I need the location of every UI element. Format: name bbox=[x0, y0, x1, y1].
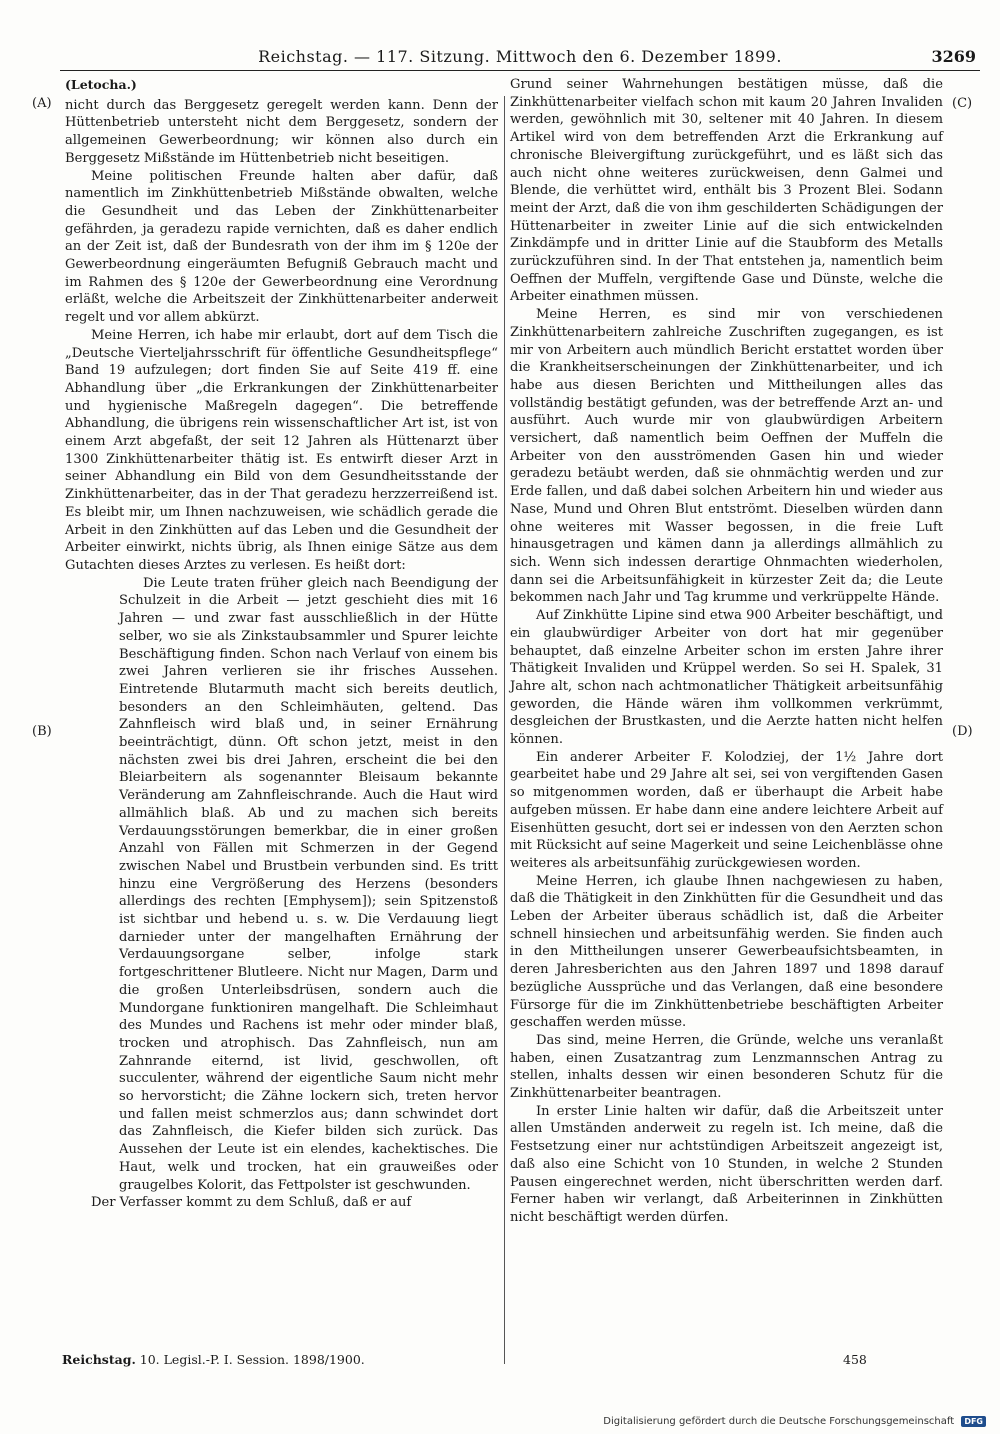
speaker-name: (Letocha.) bbox=[65, 77, 137, 92]
left-column bbox=[65, 76, 498, 1212]
footer-session: 10. Legisl.-P. I. Session. 1898/1900. bbox=[139, 1352, 365, 1367]
quotation-block bbox=[119, 575, 498, 1195]
paragraph: Auf Zinkhütte Lipine sind etwa 900 Arbeiter beschäftigt, und ein glaubwürdiger Arbeiter von dort hat mir gegenüber behauptet, daß einzelne Arbeiter schon im ersten Jahre ihrer Thätigkeit Invaliden und Krüppel werden. So sei H. Spalek, 31 Jahre alt, schon nach achtmonatlicher Thätigkeit arbeitsunfähig geworden, die Hände wären ihm vollkommen verkrümmt, desgleichen der Brustkasten, und die Aerzte hatten nicht helfen können. bbox=[510, 608, 943, 748]
paragraph: In erster Linie halten wir dafür, daß die Arbeitszeit unter allen Umständen anderweit zu regeln ist. Ich meine, daß die Festsetzung einer nur achtstündigen Arbeitszeit angezeigt ist, daß also eine Schicht von 10 Stunden, in welche 2 Stunden Pausen eingerechnet werden, nicht überschritten werden darf. Ferner haben wir verlangt, daß Arbeiterinnen in Zinkhütten nicht beschäftigt werden dürfen. bbox=[510, 1103, 943, 1225]
margin-mark-c: (C) bbox=[952, 96, 973, 111]
paragraph: Meine Herren, ich habe mir erlaubt, dort auf dem Tisch die „Deutsche Vierteljahrsschrift für öffentliche Gesundheitspflege“ Band 19 aufzulegen; dort finden Sie auf Seite 419 ff. eine Abhandlung über „die Erkrankungen der Zinkhüttenarbeiter und hygienische Maßregeln dagegen“. Die betreffende Abhandlung, die übrigens rein wissenschaftlicher Art ist, ist von einem Arzt abgefaßt, der seit 12 Jahren als Hüttenarzt über 1300 Zinkhüttenarbeiter thätig ist. Es entwirft dieser Arzt in seiner Abhandlung ein Bild von dem Gesundheitsstande der Zinkhüttenarbeiter, das in der That geradezu herzzerreißend ist. Es bleibt mir, um Ihnen nachzuweisen, wie schädlich gerade die Arbeit in den Zinkhütten auf das Leben und die Gesundheit der Arbeiter einwirkt, nichts übrig, als Ihnen einige Sätze aus dem Gutachten dieses Arztes zu verlesen. Es heißt dort: bbox=[65, 327, 498, 573]
right-column bbox=[510, 76, 943, 1227]
footer-reichstag: Reichstag. bbox=[62, 1352, 136, 1367]
paragraph: Meine Herren, ich glaube Ihnen nachgewiesen zu haben, daß die Thätigkeit in den Zinkhütten für die Gesundheit und das Leben der Arbeiter überaus schädlich ist, daß die Arbeiter schnell hinsiechen und arbeitsunfähig werden. Sie finden auch in den Mittheilungen unserer Gewerbeaufsichtsbeamten, in deren Jahresberichten aus den Jahren 1897 und 1898 darauf bezügliche Aussprüche und das Verlangen, daß eine besondere Fürsorge für die im Zinkhüttenbetriebe beschäftigten Arbeiter geschaffen werden müsse. bbox=[510, 873, 943, 1031]
paragraph: Der Verfasser kommt zu dem Schluß, daß er auf bbox=[91, 1195, 412, 1211]
margin-mark-d: (D) bbox=[952, 724, 973, 739]
paragraph: nicht durch das Berggesetz geregelt werden kann. Denn der Hüttenbetrieb untersteht nicht dem Berggesetz, sondern der allgemeinen Gewerbeordnung; wir können also durch ein Berggesetz Mißstände im Hüttenbetrieb nicht beseitigen. bbox=[65, 97, 498, 166]
running-title: Reichstag. — 117. Sitzung. Mittwoch den 6. Dezember 1899. bbox=[258, 47, 782, 66]
footer-sheet-number: 458 bbox=[843, 1352, 867, 1367]
dfg-logo: DFG bbox=[961, 1416, 986, 1427]
page-number: 3269 bbox=[931, 47, 976, 66]
digitization-note: Digitalisierung gefördert durch die Deutsche Forschungsgemeinschaft bbox=[603, 1416, 955, 1427]
running-header bbox=[60, 44, 980, 71]
margin-mark-b: (B) bbox=[32, 724, 52, 739]
quotation-text: Die Leute traten früher gleich nach Beendigung der Schulzeit in die Arbeit — jetzt geschieht dies mit 16 Jahren — und zwar fast ausschließlich in der Hütte selber, wo sie als Zinkstaubsammler und Spurer leichte Beschäftigung finden. Schon nach Verlauf von einem bis zwei Jahren verlieren sie ihr frisches Aussehen. Eintretende Blutarmuth macht sich bereits deutlich, besonders an den Schleimhäuten, geltend. Das Zahnfleisch wird blaß und, in seiner Ernährung beeinträchtigt, dünn. Oft schon jetzt, meist in den nächsten zwei bis drei Jahren, erscheint die bei den Bleiarbeitern als sogenannter Bleisaum bekannte Veränderung am Zahnfleischrande. Auch die Haut wird allmählich blaß. Ab und zu machen sich bereits Verdauungsstörungen bemerkbar, die in einer großen Anzahl von Fällen mit Schmerzen in der Gegend zwischen Nabel und Brustbein verbunden sind. Es tritt hinzu eine Vergrößerung des Herzens (besonders allerdings des rechten [Emphysem]); sein Spitzenstoß ist sichtbar und hebend u. s. w. Die Verdauung liegt darnieder unter der mangelhaften Ernährung der Verdauungsorgane selber, infolge stark fortgeschrittener Blutleere. Nicht nur Magen, Darm und die großen Unterleibsdrüsen, sondern auch die Mundorgane funktioniren mangelhaft. Die Schleimhaut des Mundes und Rachens ist mehr oder minder blaß, trocken und atrophisch. Das Zahnfleisch, nun am Zahnrande eiternd, ist livid, geschwollen, oft succulenter, während der eigentliche Saum nicht mehr so hervorsticht; die Zähne lockern sich, treten hervor und fallen meist schmerzlos aus; dann schwindet dort das Zahnfleisch, die Kiefer bilden sich zurück. Das Aussehen der Leute ist ein elendes, kachektisches. Die Haut, welk und trocken, hat ein grauweißes oder graugelbes Kolorit, das Fettpolster ist geschwunden. bbox=[119, 575, 498, 1193]
paragraph: Meine Herren, es sind mir von verschiedenen Zinkhüttenarbeitern zahlreiche Zuschriften zugegangen, es ist mir von Arbeitern auch mündlich Bericht erstattet worden über die Krankheitserscheinungen der Zinkhüttenarbeiter, und ich habe aus diesen Berichten und Mittheilungen alles das vollständig bestätigt gefunden, was der betreffende Arzt an- und ausführt. Auch wurde mir von glaubwürdigen Arbeitern versichert, daß namentlich beim Oeffnen der Muffeln die Arbeiter von den ausströmenden Gasen hin und wieder geradezu betäubt werden, daß sie ohnmächtig werden und zur Erde fallen, und daß dabei solchen Arbeitern hin und wieder aus Nase, Mund und Ohren Blut entströmt. Dieselben würden dann ohne weiteres mit Wasser begossen, in die freie Luft hinausgetragen und kämen dann ja allerdings allmählich zu sich. Wenn sich indessen derartige Ohnmachten wiederholen, dann sei die Arbeitsunfähigkeit in kürzester Zeit da; die Leute bekommen nach Jahr und Tag krumme und verkrüppelte Hände. bbox=[510, 307, 943, 606]
paragraph: Grund seiner Wahrnehungen bestätigen müsse, daß die Zinkhüttenarbeiter vielfach schon mit kaum 20 Jahren Invaliden werden, gewöhnlich mit 30, seltener mit 40 Jahren. In diesem Artikel wird von dem betreffenden Arzt die Erkrankung auf chronische Bleivergiftung zurückgeführt, und es läßt sich das auch nicht ohne weiteres zurückweisen, denn Galmei und Blende, die verhüttet wird, enthält bis 3 Prozent Blei. Sodann meint der Arzt, daß die von ihm geschilderten Schädigungen der Hüttenarbeiter in zweiter Linie auf die sich entwickelnden Zinkdämpfe und in dritter Linie auf die Staubform des Metalls zurückzuführen sind. In der That entstehen ja, namentlich beim Oeffnen der Muffeln, vergiftende Gase und Dünste, welche die Arbeiter einathmen müssen. bbox=[510, 77, 943, 305]
digitization-credit bbox=[603, 1416, 986, 1427]
paragraph: Meine politischen Freunde halten aber dafür, daß namentlich im Zinkhüttenbetrieb Mißstände obwalten, welche die Gesundheit und das Leben der Zinkhüttenarbeiter gefährden, ja geradezu rapide vernichten, daß es daher endlich an der Zeit ist, daß der Bundesrath von der ihm im § 120e der Gewerbeordnung eingeräumten Befugniß Gebrauch macht und im Rahmen des § 120e der Gewerbeordnung eine Verordnung erläßt, welche die Arbeitszeit der Zinkhüttenarbeiter anderweit regelt und vor allem abkürzt. bbox=[65, 168, 498, 326]
paragraph: Das sind, meine Herren, die Gründe, welche uns veranlaßt haben, einen Zusatzantrag zum Lenzmannschen Antrag zu stellen, inhalts dessen wir einen besonderen Schutz für die Zinkhüttenarbeiter beantragen. bbox=[510, 1032, 943, 1102]
paragraph: Ein anderer Arbeiter F. Kolodziej, der 1½ Jahre dort gearbeitet habe und 29 Jahre alt sei, sei von vergiftenden Gasen so mitgenommen worden, daß er überhaupt die Arbeit habe aufgeben müssen. Er habe dann eine andere leichtere Arbeit auf Eisenhütten gesucht, dort sei er indessen von den Aerzten schon mit Rücksicht auf seine Magerkeit und seine Leichenblässe ohne weiteres als arbeitsunfähig zurückgewiesen worden. bbox=[510, 749, 943, 871]
footer-citation bbox=[62, 1352, 365, 1367]
margin-mark-a: (A) bbox=[32, 96, 52, 111]
column-divider bbox=[504, 96, 505, 1364]
